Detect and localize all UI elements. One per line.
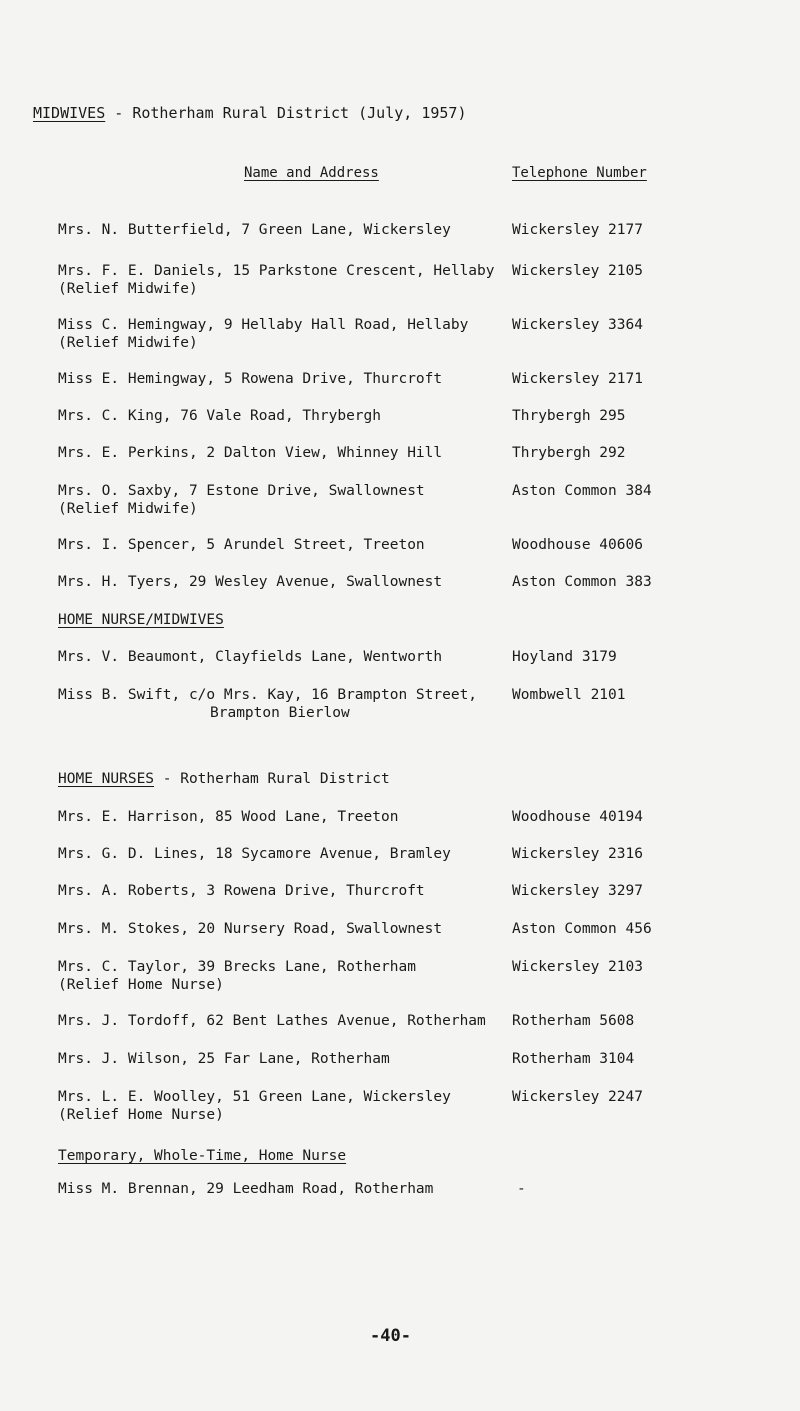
midwife-entry-9: Mrs. H. Tyers, 29 Wesley Avenue, Swallownest (58, 574, 443, 590)
midwife-entry-7: Mrs. O. Saxby, 7 Estone Drive, Swallownest (58, 483, 425, 499)
home-nurse-entry-5: Mrs. C. Taylor, 39 Brecks Lane, Rotherham (58, 959, 416, 975)
midwife-note-7: (Relief Midwife) (58, 501, 198, 517)
midwife-entry-8: Mrs. I. Spencer, 5 Arundel Street, Treeton (58, 537, 425, 553)
home-nurse-phone-5: Wickersley 2103 (512, 959, 643, 975)
midwife-phone-7: Aston Common 384 (512, 483, 652, 499)
home-nurse-entry-4: Mrs. M. Stokes, 20 Nursery Road, Swallownest (58, 921, 443, 937)
page-title (33, 104, 466, 122)
midwife-note-2: (Relief Midwife) (58, 281, 198, 297)
home-nurse-entry-8: Mrs. L. E. Woolley, 51 Green Lane, Wickersley (58, 1089, 451, 1105)
midwife-phone-2: Wickersley 2105 (512, 263, 643, 279)
home-nurse-entry-7: Mrs. J. Wilson, 25 Far Lane, Rotherham (58, 1051, 390, 1067)
home-nurse-phone-2: Wickersley 2316 (512, 846, 643, 862)
home-nurse-entry-2: Mrs. G. D. Lines, 18 Sycamore Avenue, Bramley (58, 846, 451, 862)
midwife-entry-3: Miss C. Hemingway, 9 Hellaby Hall Road, Hellaby (58, 317, 469, 333)
home-nurses-heading (58, 770, 390, 788)
midwife-phone-3: Wickersley 3364 (512, 317, 643, 333)
page-number: -40- (370, 1326, 411, 1346)
home-nurse-phone-4: Aston Common 456 (512, 921, 652, 937)
home-nurse-phone-6: Rotherham 5608 (512, 1013, 635, 1029)
home-nurse-entry-6: Mrs. J. Tordoff, 62 Bent Lathes Avenue, Rotherham (58, 1013, 486, 1029)
midwife-phone-6: Thrybergh 292 (512, 445, 626, 461)
home-nurse-midwife-entry-1: Mrs. V. Beaumont, Clayfields Lane, Wentworth (58, 649, 443, 665)
home-nurse-note-5: (Relief Home Nurse) (58, 977, 224, 993)
title-label: MIDWIVES (33, 104, 106, 122)
home-nurses-heading-label: HOME NURSES (58, 771, 155, 787)
home-nurse-phone-3: Wickersley 3297 (512, 883, 643, 899)
midwife-entry-4: Miss E. Hemingway, 5 Rowena Drive, Thurcroft (58, 371, 443, 387)
home-nurse-entry-1: Mrs. E. Harrison, 85 Wood Lane, Treeton (58, 809, 399, 825)
home-nurse-midwife-phone-1: Hoyland 3179 (512, 649, 617, 665)
home-nurses-heading-rest: - Rotherham Rural District (154, 771, 390, 787)
midwife-entry-2: Mrs. F. E. Daniels, 15 Parkstone Crescent, Hellaby (58, 263, 495, 279)
column-heading-phone: Telephone Number (512, 165, 647, 181)
midwife-phone-8: Woodhouse 40606 (512, 537, 643, 553)
midwife-entry-6: Mrs. E. Perkins, 2 Dalton View, Whinney Hill (58, 445, 443, 461)
home-nurse-midwife-entry-2: Miss B. Swift, c/o Mrs. Kay, 16 Brampton Street, (58, 687, 478, 703)
temporary-phone-1: - (517, 1181, 526, 1197)
midwife-phone-5: Thrybergh 295 (512, 408, 626, 424)
midwife-phone-1: Wickersley 2177 (512, 222, 643, 238)
midwife-note-3: (Relief Midwife) (58, 335, 198, 351)
home-nurse-midwife-note-2: Brampton Bierlow (210, 705, 350, 721)
home-nurse-note-8: (Relief Home Nurse) (58, 1107, 224, 1123)
home-nurse-midwife-phone-2: Wombwell 2101 (512, 687, 626, 703)
midwife-entry-1: Mrs. N. Butterfield, 7 Green Lane, Wickersley (58, 222, 451, 238)
home-nurse-entry-3: Mrs. A. Roberts, 3 Rowena Drive, Thurcroft (58, 883, 425, 899)
home-nurse-phone-8: Wickersley 2247 (512, 1089, 643, 1105)
home-nurse-phone-1: Woodhouse 40194 (512, 809, 643, 825)
title-rest: - Rotherham Rural District (July, 1957) (105, 104, 467, 122)
temporary-heading: Temporary, Whole-Time, Home Nurse (58, 1148, 347, 1164)
midwife-entry-5: Mrs. C. King, 76 Vale Road, Thrybergh (58, 408, 382, 424)
home-nurse-midwives-heading: HOME NURSE/MIDWIVES (58, 612, 224, 628)
temporary-entry-1: Miss M. Brennan, 29 Leedham Road, Rotherham (58, 1181, 434, 1197)
midwife-phone-4: Wickersley 2171 (512, 371, 643, 387)
midwife-phone-9: Aston Common 383 (512, 574, 652, 590)
home-nurse-phone-7: Rotherham 3104 (512, 1051, 635, 1067)
column-heading-name: Name and Address (244, 165, 379, 181)
